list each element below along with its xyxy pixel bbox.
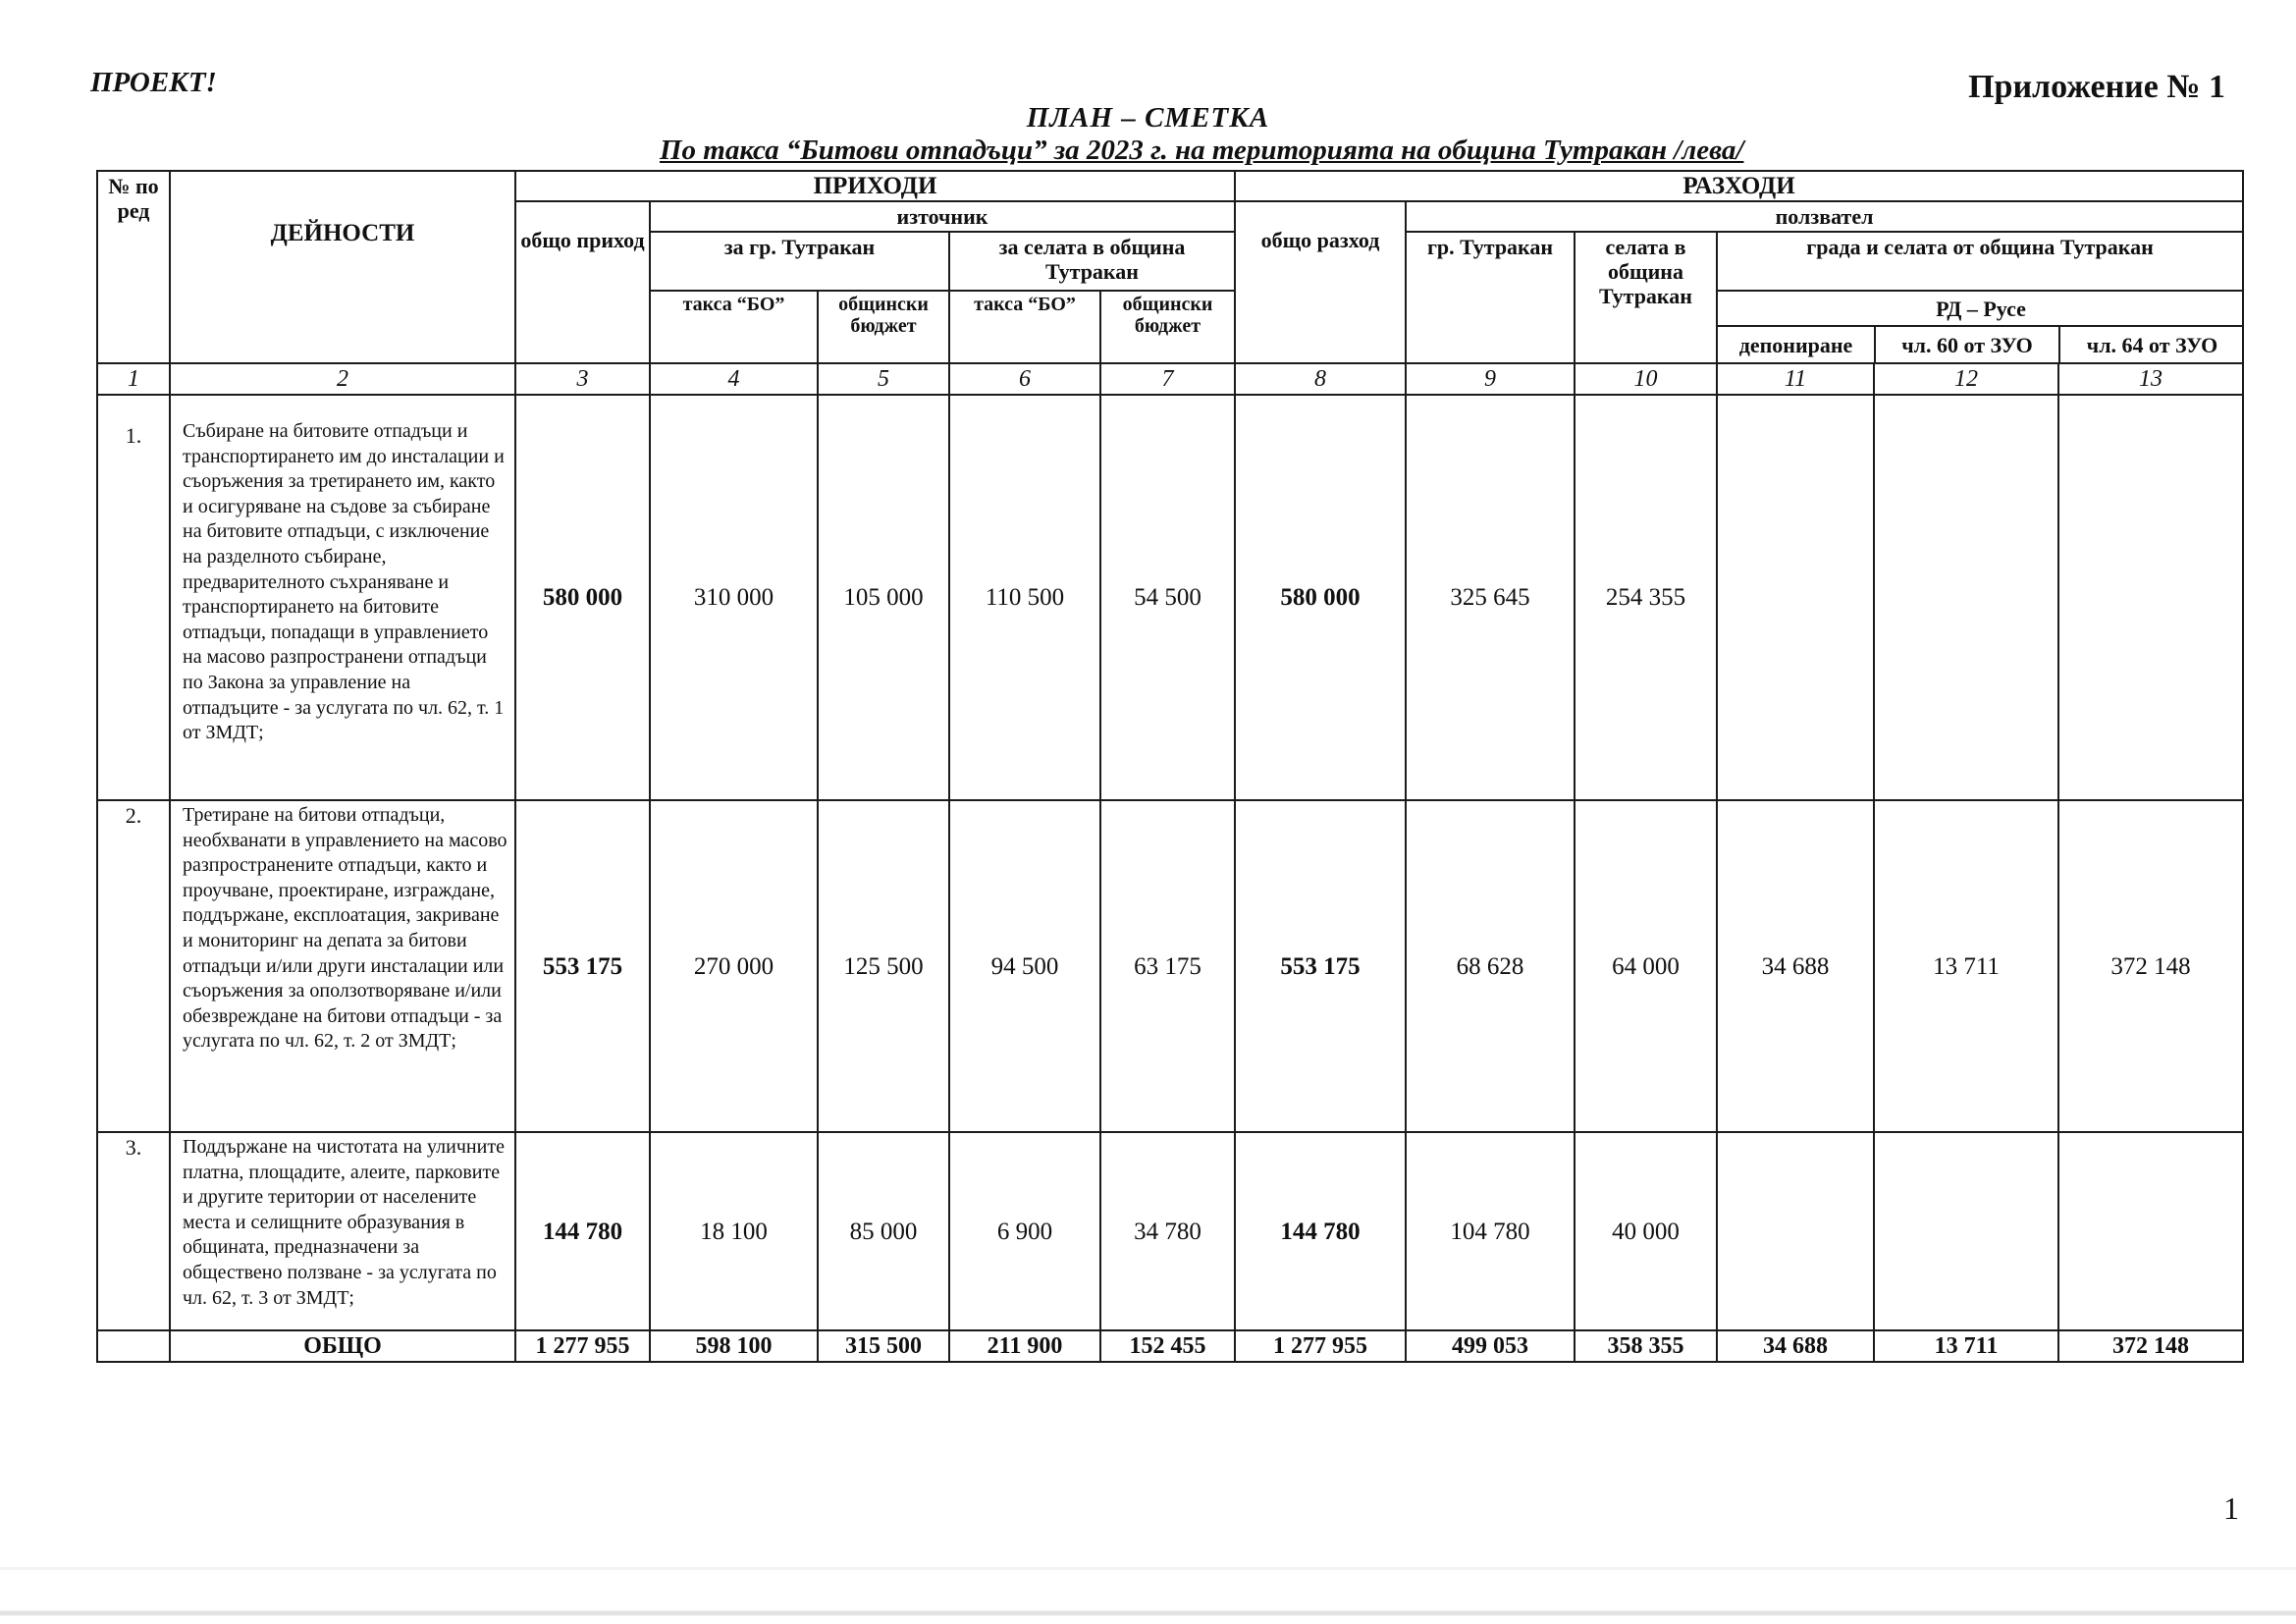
- art64-cell: [2058, 1132, 2243, 1330]
- activity-description: Поддържане на чистотата на уличните платна, площадите, алеите, парковите и другите територии от населените места и селищните образувания в общината, предназначени за обществено ползване - за услугата по чл. 62, т. 3 от ЗМДТ;: [170, 1132, 515, 1330]
- column-index: 5: [818, 363, 949, 395]
- rd-ruse-group: [1717, 291, 2243, 363]
- totals-order-cell: [97, 1330, 170, 1362]
- draft-label: ПРОЕКТ!: [90, 67, 217, 98]
- villages-expense-cell: 64 000: [1575, 800, 1717, 1132]
- appendix-label: Приложение № 1: [1968, 69, 2225, 105]
- totals-art64: 372 148: [2058, 1330, 2243, 1362]
- total-expense-cell: 580 000: [1235, 395, 1406, 800]
- town-budget-header: общински бюджет: [818, 291, 949, 363]
- column-index: 10: [1575, 363, 1717, 395]
- total-expense-cell: 144 780: [1235, 1132, 1406, 1330]
- art60-cell: [1874, 1132, 2058, 1330]
- column-index: 1: [97, 363, 170, 395]
- villages-budget-cell: 54 500: [1100, 395, 1235, 800]
- deposit-cell: [1717, 395, 1874, 800]
- art64-cell: [2058, 395, 2243, 800]
- villages-fee-cell: 6 900: [949, 1132, 1100, 1330]
- deposit-cell: 34 688: [1717, 800, 1874, 1132]
- row-number: 2.: [97, 800, 170, 1132]
- user-header: ползвател: [1406, 201, 2243, 232]
- deposit-cell: [1717, 1132, 1874, 1330]
- total-revenue-cell: 553 175: [515, 800, 650, 1132]
- column-index: 12: [1874, 363, 2058, 395]
- villages-expense-cell: 254 355: [1575, 395, 1717, 800]
- totals-total-revenue: 1 277 955: [515, 1330, 650, 1362]
- art64-cell: 372 148: [2058, 800, 2243, 1132]
- column-index: 6: [949, 363, 1100, 395]
- villages-budget-cell: 34 780: [1100, 1132, 1235, 1330]
- document-title: ПЛАН – СМЕТКА: [1026, 102, 1270, 134]
- rd-ruse-subtable: [1718, 292, 2243, 362]
- totals-villages-fee: 211 900: [949, 1330, 1100, 1362]
- totals-villages-budget: 152 455: [1100, 1330, 1235, 1362]
- deposit-header: депониране: [1718, 326, 1875, 362]
- column-index: 3: [515, 363, 650, 395]
- col-activities-header: ДЕЙНОСТИ: [170, 171, 515, 363]
- row-number: 1.: [97, 395, 170, 800]
- activity-description: Третиране на битови отпадъци, необхванати в управлението на масово разпространените отпадъци, както и проучване, проектиране, изграждане, поддържане, експлоатация, закриване и мониторинг на депата за битови отпадъци и/или други инсталации или съоръжения за оползотворяване и/или обезвреждане на битови отпадъци - за услугата по чл. 62, т. 2 от ЗМДТ;: [170, 800, 515, 1132]
- totals-art60: 13 711: [1874, 1330, 2058, 1362]
- town-expense-cell: 325 645: [1406, 395, 1575, 800]
- page-number: 1: [2223, 1490, 2239, 1526]
- totals-town: 499 053: [1406, 1330, 1575, 1362]
- document-subtitle: По такса “Битови отпадъци” за 2023 г. на територията на община Тутракан /лева/: [660, 135, 1744, 166]
- column-index: 9: [1406, 363, 1575, 395]
- town-budget-cell: 85 000: [818, 1132, 949, 1330]
- rd-ruse-header: РД – Русе: [1718, 292, 2243, 326]
- town-expense-cell: 68 628: [1406, 800, 1575, 1132]
- scan-artifact-line: [0, 1567, 2296, 1570]
- totals-villages: 358 355: [1575, 1330, 1717, 1362]
- table-row: [97, 1132, 2243, 1330]
- totals-label: ОБЩО: [170, 1330, 515, 1362]
- activity-description: Събиране на битовите отпадъци и транспортирането им до инсталации и съоръжения за третирането им, както и осигуряване на съдове за събиране на битовите отпадъци, с изключение на разделното събиране, предварителното съхраняване и транспортирането на битовите отпадъци, попадащи в управлението на масово разпространени отпадъци по Закона за управление на отпадъците - за услугата по чл. 62, т. 1 от ЗМДТ;: [170, 395, 515, 800]
- villages-header: селата в община Тутракан: [1575, 232, 1717, 363]
- column-index: 13: [2058, 363, 2243, 395]
- table-row: [97, 395, 2243, 800]
- header-row-1: [97, 171, 2243, 201]
- total-revenue-cell: 144 780: [515, 1132, 650, 1330]
- town-fee-cell: 270 000: [650, 800, 818, 1132]
- total-revenue-cell: 580 000: [515, 395, 650, 800]
- column-index: 7: [1100, 363, 1235, 395]
- column-index: 8: [1235, 363, 1406, 395]
- source-header: източник: [650, 201, 1235, 232]
- col-order-header: № по ред: [97, 171, 170, 363]
- villages-budget-cell: 63 175: [1100, 800, 1235, 1132]
- totals-town-fee: 598 100: [650, 1330, 818, 1362]
- art60-cell: 13 711: [1874, 800, 2058, 1132]
- column-index: 4: [650, 363, 818, 395]
- expenses-header: РАЗХОДИ: [1235, 171, 2243, 201]
- villages-fee-header: такса “БО”: [949, 291, 1100, 363]
- town-fee-cell: 18 100: [650, 1132, 818, 1330]
- table-row: [97, 800, 2243, 1132]
- totals-deposit: 34 688: [1717, 1330, 1874, 1362]
- revenues-header: ПРИХОДИ: [515, 171, 1235, 201]
- villages-budget-header: общински бюджет: [1100, 291, 1235, 363]
- art64-header: чл. 64 от ЗУО: [2086, 332, 2218, 357]
- column-index-row: [97, 363, 2243, 395]
- column-index: 11: [1717, 363, 1874, 395]
- town-fee-header: такса “БО”: [650, 291, 818, 363]
- art60-cell: [1874, 395, 2058, 800]
- town-header: гр. Тутракан: [1406, 232, 1575, 363]
- town-and-villages-header: града и селата от община Тутракан: [1717, 232, 2243, 291]
- town-budget-cell: 105 000: [818, 395, 949, 800]
- total-revenue-header: общо приход: [515, 201, 650, 363]
- row-number: 3.: [97, 1132, 170, 1330]
- for-town-header: за гр. Тутракан: [650, 232, 949, 291]
- for-villages-header: за селата в община Тутракан: [949, 232, 1235, 291]
- totals-row: [97, 1330, 2243, 1362]
- town-expense-cell: 104 780: [1406, 1132, 1575, 1330]
- villages-expense-cell: 40 000: [1575, 1132, 1717, 1330]
- total-expense-cell: 553 175: [1235, 800, 1406, 1132]
- totals-town-budget: 315 500: [818, 1330, 949, 1362]
- villages-fee-cell: 94 500: [949, 800, 1100, 1132]
- budget-table: [96, 170, 2244, 1363]
- town-budget-cell: 125 500: [818, 800, 949, 1132]
- totals-total-expense: 1 277 955: [1235, 1330, 1406, 1362]
- scan-artifact-band: [0, 1610, 2296, 1616]
- town-fee-cell: 310 000: [650, 395, 818, 800]
- art60-header: чл. 60 от ЗУО: [1875, 326, 2059, 362]
- villages-fee-cell: 110 500: [949, 395, 1100, 800]
- total-expense-header: общо разход: [1235, 201, 1406, 363]
- column-index: 2: [170, 363, 515, 395]
